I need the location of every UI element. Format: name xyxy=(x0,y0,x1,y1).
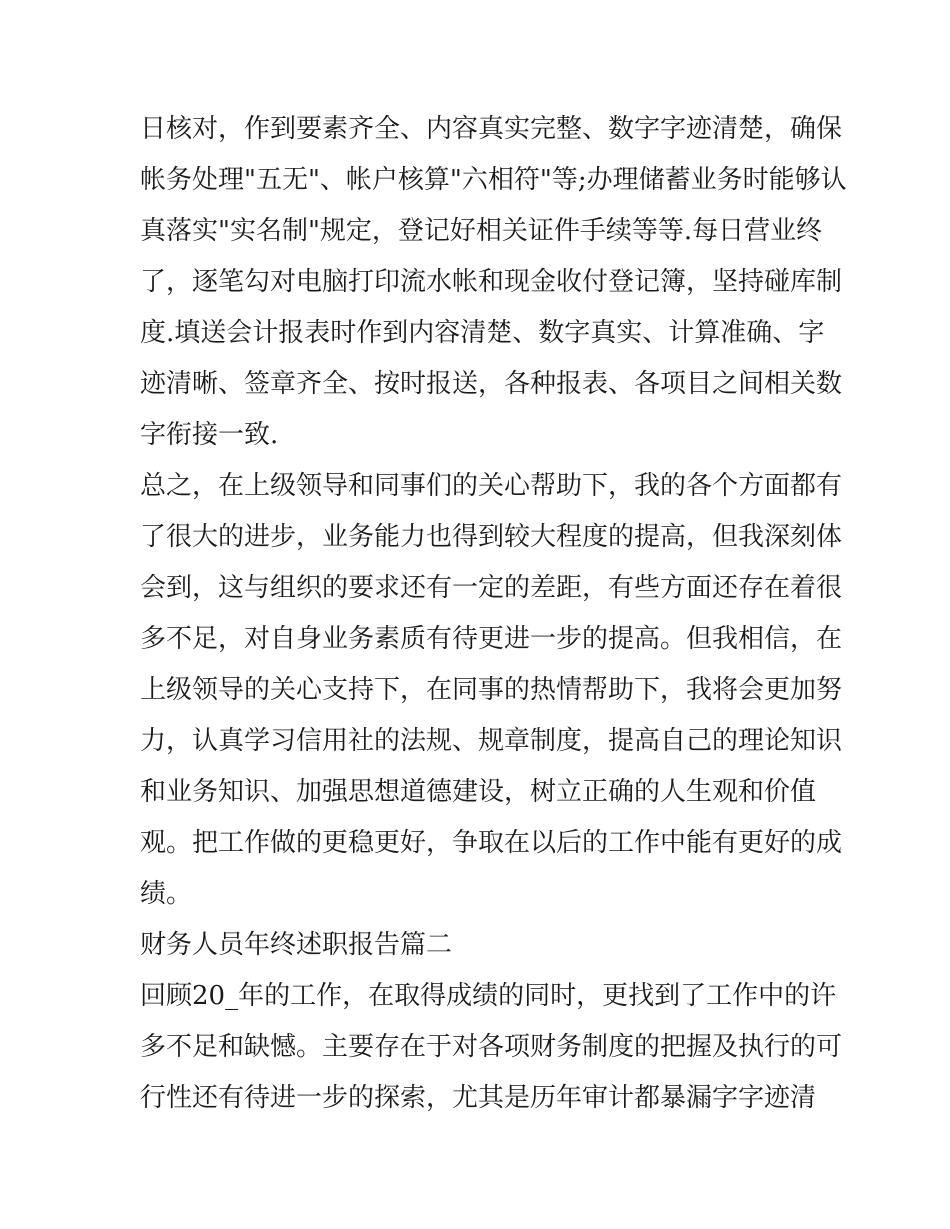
text-line-15: 观。把工作做的更稳更好，争取在以后的工作中能有更好的成 xyxy=(140,828,843,858)
section-heading: 财务人员年终述职报告篇二 xyxy=(140,930,453,960)
text-line-6: 迹清晰、签章齐全、按时报送，各种报表、各项目之间相关数 xyxy=(140,369,843,399)
document-body xyxy=(140,104,847,1124)
text-line-11: 多不足，对自身业务素质有待更进一步的提高。但我相信，在 xyxy=(140,624,843,654)
text-line-16: 绩。 xyxy=(140,879,193,909)
text-line-12: 上级领导的关心支持下，在同事的热情帮助下，我将会更加努 xyxy=(140,675,843,705)
text-line-1: 日核对，作到要素齐全、内容真实完整、数字字迹清楚，确保 xyxy=(140,114,843,144)
text-line-5: 度.填送会计报表时作到内容清楚、数字真实、计算准确、字 xyxy=(140,318,825,348)
text-line-14: 和业务知识、加强思想道德建设，树立正确的人生观和价值 xyxy=(140,777,817,807)
text-line-13: 力，认真学习信用社的法规、规章制度，提高自己的理论知识 xyxy=(140,726,843,756)
text-line-8: 总之，在上级领导和同事们的关心帮助下，我的各个方面都有 xyxy=(140,471,843,501)
text-line-10: 会到，这与组织的要求还有一定的差距，有些方面还存在着很 xyxy=(140,573,843,603)
text-line-19: 多不足和缺憾。主要存在于对各项财务制度的把握及执行的可 xyxy=(140,1032,843,1062)
text-line-4: 了，逐笔勾对电脑打印流水帐和现金收付登记簿，坚持碰库制 xyxy=(140,267,843,297)
text-line-3: 真落实"实名制"规定，登记好相关证件手续等等.每日营业终 xyxy=(140,216,823,246)
text-line-2: 帐务处理"五无"、帐户核算"六相符"等;办理储蓄业务时能够认 xyxy=(140,165,847,195)
text-line-9: 了很大的进步，业务能力也得到较大程度的提高，但我深刻体 xyxy=(140,522,843,552)
text-line-18: 回顾20_年的工作，在取得成绩的同时，更找到了工作中的许 xyxy=(140,981,837,1011)
text-line-20: 行性还有待进一步的探索，尤其是历年审计都暴漏字字迹清 xyxy=(140,1083,817,1113)
text-line-7: 字衔接一致. xyxy=(140,420,279,450)
